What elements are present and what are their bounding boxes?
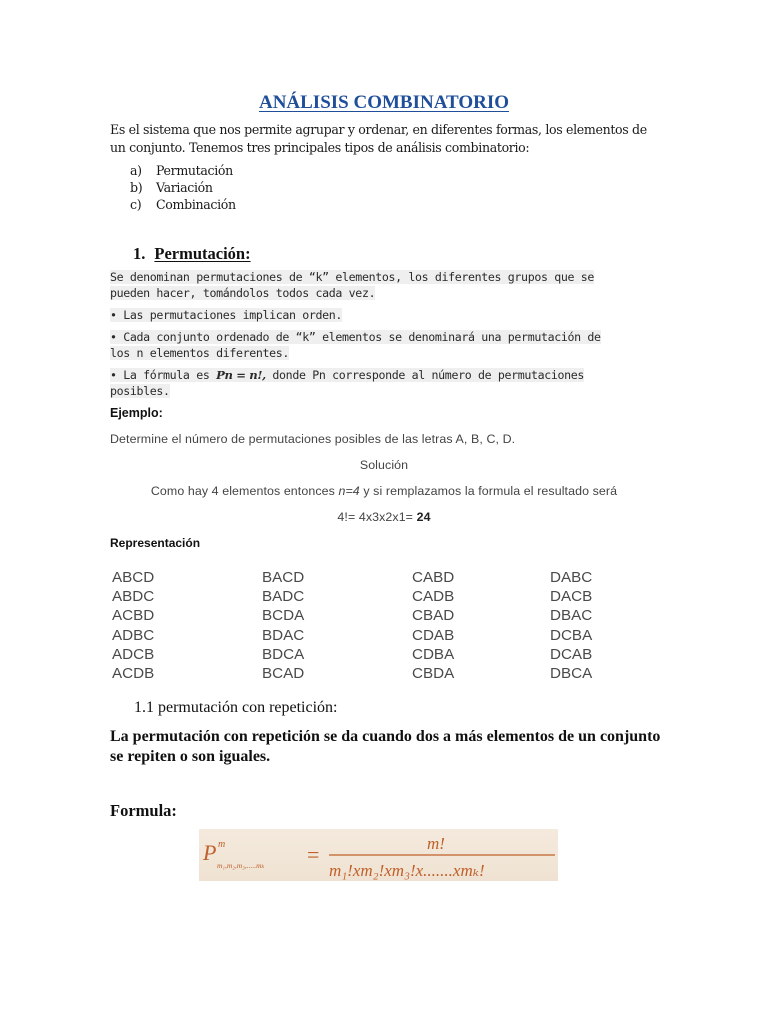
list-item <box>130 162 236 179</box>
permutations-table <box>112 568 632 684</box>
list-marker: c) <box>130 197 142 212</box>
definition-paragraph <box>110 270 650 301</box>
permutation-cell: BACD <box>262 569 305 586</box>
bullet-ordered-set <box>110 330 650 361</box>
solution-result <box>0 510 768 524</box>
bullet-formula <box>110 368 650 399</box>
permutation-cell: BDAC <box>262 626 305 644</box>
list-label: Combinación <box>156 197 236 212</box>
list-marker: b) <box>130 180 143 195</box>
formula-subscript: m₁,m₂,m₃,.....mₖ <box>217 861 265 870</box>
repetition-paragraph: La permutación con repetición se da cuando dos a más elementos de un conjunto se repiten o son iguales. <box>110 728 661 765</box>
permutation-cell: CBAD <box>412 607 455 625</box>
permutation-cell: DACB <box>550 588 593 606</box>
types-list <box>130 162 236 213</box>
permutation-cell: CDAB <box>412 626 455 644</box>
page-title: ANÁLISIS COMBINATORIO <box>258 92 510 113</box>
bullet-order <box>110 308 650 324</box>
result-value: 24 <box>416 510 431 524</box>
permutation-cell: ACDB <box>112 664 155 682</box>
permutation-cell: DCAB <box>550 645 593 663</box>
permutation-cell: ACBD <box>112 607 155 625</box>
bullet-text: • Cada conjunto ordenado de “k” elementos se denominará una permutación de <box>110 330 601 344</box>
permutation-cell: BCAD <box>262 664 305 682</box>
list-label: Variación <box>156 180 213 195</box>
list-item <box>130 179 236 196</box>
list-label: Permutación <box>156 163 233 178</box>
formula-numerator: m! <box>427 834 445 853</box>
permutation-cell: CBDA <box>412 664 455 682</box>
definition-line: pueden hacer, tomándolos todos cada vez. <box>110 285 376 300</box>
permutation-cell: CABD <box>412 569 455 586</box>
formula-equals: = <box>307 842 320 867</box>
permutation-column <box>112 568 154 683</box>
explanation-text: Como hay 4 elementos entonces <box>150 484 339 498</box>
list-item <box>130 196 236 213</box>
permutation-cell: BCDA <box>262 607 305 625</box>
permutation-cell: ADBC <box>112 626 155 644</box>
section-title: Permutación: <box>154 244 251 263</box>
permutation-cell: BADC <box>262 588 305 606</box>
bullet-text: • Las permutaciones implican orden. <box>110 308 343 322</box>
formula-label: Formula: <box>110 801 177 820</box>
formula-denominator: m₁!xm₂!xm₃!x.......xmₖ! <box>329 861 485 880</box>
permutation-cell: BDCA <box>262 645 305 663</box>
definition-line: Se denominan permutaciones de “k” elementos, los diferentes grupos que se <box>110 270 594 284</box>
result-expression: 4!= 4x3x2x1= <box>337 510 417 524</box>
bullet-text: posibles. <box>110 383 170 398</box>
section-heading-permutacion <box>133 244 251 264</box>
representation-label: Representación <box>110 536 201 550</box>
formula-graphic <box>199 829 558 881</box>
example-label: Ejemplo: <box>110 406 163 420</box>
solution-label: Solución <box>359 458 409 472</box>
formula-image <box>199 829 558 881</box>
bullet-text: donde Pn corresponde al número de permutaciones <box>265 368 585 382</box>
permutation-cell: CADB <box>412 588 455 606</box>
permutation-cell: DBAC <box>550 607 593 625</box>
permutation-cell: ADCB <box>112 645 155 663</box>
intro-paragraph: Es el sistema que nos permite agrupar y ordenar, en diferentes formas, los elementos de un conjunto. Tenemos tres principales tipos de análisis combinatorio: <box>110 122 647 155</box>
bullet-text: los n elementos diferentes. <box>110 345 290 360</box>
formula-symbol: P <box>203 840 217 865</box>
inline-formula: Pn = n!, <box>216 368 266 382</box>
solution-explanation <box>0 484 768 498</box>
permutation-cell: DCBA <box>550 626 593 644</box>
permutation-column <box>262 568 304 683</box>
section-number: 1. <box>133 244 146 263</box>
permutation-cell: CDBA <box>412 645 455 663</box>
explanation-variable: n=4 <box>338 484 360 498</box>
explanation-text: y si remplazamos la formula el resultado será <box>359 484 618 498</box>
permutation-cell: DBCA <box>550 664 593 682</box>
bullet-text: • La fórmula es <box>110 368 217 382</box>
subsection-heading: 1.1 permutación con repetición: <box>134 699 338 716</box>
permutation-column <box>550 568 592 683</box>
example-question: Determine el número de permutaciones posibles de las letras A, B, C, D. <box>110 432 516 446</box>
permutation-cell: ABCD <box>112 569 155 586</box>
formula-superscript: m <box>218 839 226 850</box>
permutation-cell: DABC <box>550 569 593 586</box>
permutation-column <box>412 568 454 683</box>
permutation-cell: ABDC <box>112 588 155 606</box>
list-marker: a) <box>130 163 142 178</box>
